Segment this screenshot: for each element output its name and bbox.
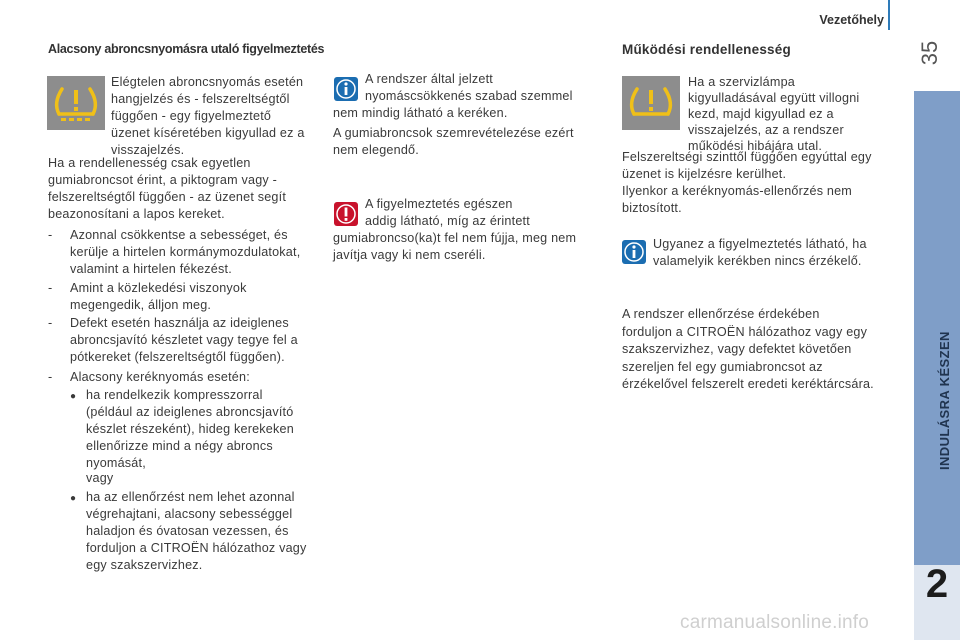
tire-pressure-warning-icon [47, 76, 105, 130]
text-line: A gumiabroncsok szemrevételezése ezért [333, 126, 574, 140]
malfunction-paragraph-1 [622, 149, 872, 183]
page-number: 35 [917, 40, 942, 66]
text-line: üzenet kíséretében kigyullad ez a [111, 126, 305, 140]
watermark: carmanualsonline.info [680, 612, 870, 633]
text-line: készlet részeként), hideg kerekeken [86, 422, 294, 436]
text-line: abroncsjavító készletet vagy tegye fel a [70, 333, 298, 347]
bullet-item [86, 387, 294, 472]
tire-pressure-malfunction-icon [622, 76, 680, 130]
info-text-partial [365, 71, 573, 105]
chapter-number: 2 [925, 562, 949, 606]
info-text-visual-check [333, 125, 574, 159]
text-line: Alacsony keréknyomás esetén: [70, 370, 250, 384]
text-line: gumiabroncso(ka)t fel nem fújja, meg nem [333, 231, 577, 245]
text-line: beazonosítani a lapos kereket. [48, 207, 225, 221]
text-line: érzékelővel felszerelt eredeti keréktárcsára. [622, 377, 874, 391]
text-line: forduljon a CITROËN hálózathoz vagy [86, 541, 307, 555]
text-line: haladjon és óvatosan vezessen, és [86, 524, 289, 538]
list-marker: - [48, 316, 53, 330]
text-line: Felszereltségi szinttől függően egyúttal egy [622, 150, 872, 164]
text-line: Azonnal csökkentse a sebességet, és [70, 228, 288, 242]
bullet-item [86, 489, 307, 574]
text-line: biztosított. [622, 201, 682, 215]
info-icon [622, 240, 646, 264]
header-title: Vezetőhely [819, 13, 884, 27]
text-line: pótkereket (felszereltségtől függően). [70, 350, 285, 364]
text-line: egy szakszervizhez. [86, 558, 203, 572]
text-line: javítja vagy ki nem cseréli. [333, 248, 486, 262]
list-marker: - [48, 370, 53, 384]
low-pressure-paragraph [48, 155, 286, 223]
text-line: Defekt esetén használja az ideiglenes [70, 316, 289, 330]
chapter-sidebar [914, 91, 960, 565]
warning-text-partial [365, 196, 530, 230]
section-title-malfunction: Működési rendellenesség [622, 42, 791, 57]
text-line: kigyulladásával együtt villogni [688, 91, 860, 105]
warning-text-rest [333, 230, 576, 264]
text-line: visszajelzés, az a rendszer [688, 123, 844, 137]
text-line: végrehajtani, alacsony sebességgel [86, 507, 293, 521]
text-line: Ugyanez a figyelmeztetés látható, ha [653, 237, 867, 251]
text-line: Ha a rendellenesség csak egyetlen [48, 156, 251, 170]
text-line: ha rendelkezik kompresszorral [86, 388, 263, 402]
malfunction-paragraph-2 [622, 183, 852, 217]
info-icon [334, 77, 358, 101]
text-line: szereljen fel egy gumiabroncsot az [622, 359, 823, 374]
text-line: kerülje a hirtelen kormánymozdulatokat, [70, 245, 301, 259]
text-line: kezd, majd kigyullad ez a [688, 107, 834, 121]
text-line: Elégtelen abroncsnyomás esetén [111, 75, 304, 89]
service-instructions [622, 306, 874, 394]
text-line: A rendszer által jelzett [365, 72, 494, 86]
text-line: nem mindig látható a keréken. [333, 106, 508, 120]
text-line: Ilyenkor a keréknyomás-ellenőrzés nem [622, 184, 852, 198]
text-line: ha az ellenőrzést nem lehet azonnal [86, 490, 295, 504]
text-line: addig látható, míg az érintett [365, 214, 530, 228]
text-line: Ha a szervizlámpa [688, 75, 795, 89]
list-item [70, 227, 300, 278]
text-line: valamelyik kerékben nincs érzékelő. [653, 254, 862, 268]
text-line: A rendszer ellenőrzése érdekében [622, 307, 820, 321]
list-item [70, 315, 298, 366]
text-line: nyomását, [86, 456, 146, 470]
list-item [70, 280, 247, 314]
text-line: ellenőrizze mind a négy abroncs [86, 439, 273, 453]
text-line: forduljon a CITROËN hálózathoz vagy egy [622, 324, 868, 339]
header-divider [888, 0, 890, 30]
bullet-marker: ● [70, 493, 77, 504]
section-title-low-pressure: Alacsony abroncsnyomásra utaló figyelmeztetés [48, 42, 325, 56]
text-line: üzenet is kijelzésre kerülhet. [622, 167, 787, 181]
text-line: függően - egy figyelmeztető [111, 109, 272, 123]
text-line: visszajelzés. [111, 143, 185, 157]
chapter-label: INDULÁSRA KÉSZEN [937, 331, 952, 470]
list-marker: - [48, 281, 53, 295]
sensor-info-text [653, 236, 867, 270]
or-text: vagy [86, 471, 114, 485]
malfunction-intro [688, 74, 859, 154]
bullet-marker: ● [70, 391, 77, 402]
text-line: A figyelmeztetés egészen [365, 197, 513, 211]
low-pressure-intro [111, 74, 305, 159]
text-line: megengedik, álljon meg. [70, 298, 212, 312]
text-line: működési hibájára utal. [688, 139, 823, 153]
text-line: nyomáscsökkenés szabad szemmel [365, 89, 573, 103]
list-marker: - [48, 228, 53, 242]
text-line: valamint a hirtelen fékezést. [70, 262, 232, 276]
warning-icon [334, 202, 358, 226]
text-line: szakszervizhez, vagy defektet követően [622, 342, 852, 356]
text-line: (például az ideiglenes abroncsjavító [86, 405, 294, 419]
text-line: Amint a közlekedési viszonyok [70, 281, 247, 295]
text-line: felszereltségtől függően - az üzenet segít [48, 190, 287, 204]
list-item [70, 369, 250, 386]
text-line: gumiabroncsot érint, a piktogram vagy - [48, 173, 277, 187]
text-line: hangjelzés és - felszereltségtől [111, 92, 290, 106]
text-line: nem elegendő. [333, 143, 419, 157]
